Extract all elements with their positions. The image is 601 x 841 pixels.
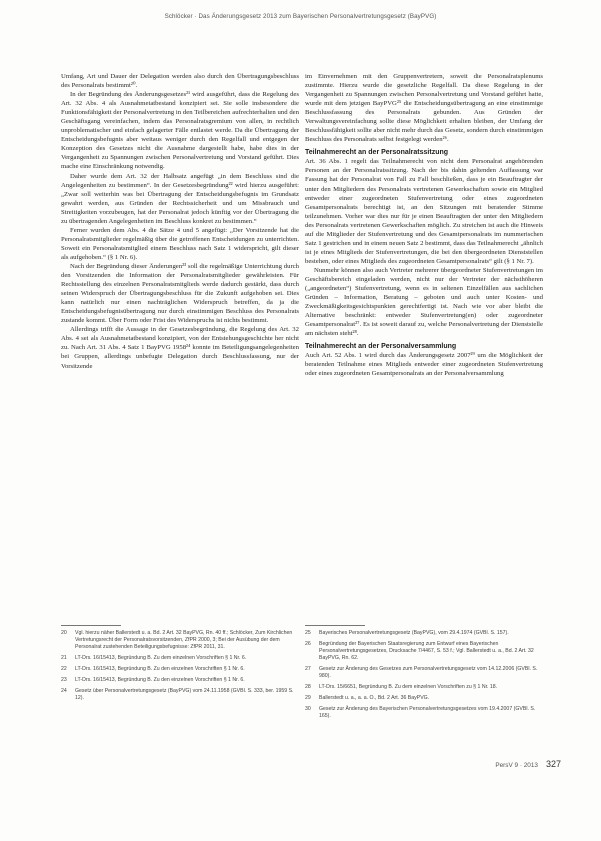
footnote-divider-right [305,625,365,626]
footnote-number: 24 [61,687,67,694]
footnote [61,655,299,662]
footnote [61,666,299,673]
body-paragraph: Nach der Begründung dieser Änderungen²³ soll die regelmäßige Unterrichtung durch den Vorsitzenden die Information der Personalratsmitglieder gewährleisten. Für Rechtsstellung des einzelnen Personalratsmitglieds werde dadurch gestärkt, dass durch seinen Widerspruch der Übertragungsbeschluss für die Zukunft aufgehoben sei. Dies kann natürlich nur einen nachträglichen Widerspruch betreffen, da ja die Entscheidungsbefugnisübertragung nur durch einstimmigen Beschluss des Personalrats zustande kommt. Über Form oder Frist des Widerspruchs ist nichts bestimmt. [61,262,299,325]
footnote [305,641,543,663]
footnote-number: 26 [305,640,311,647]
footnote-number: 22 [61,666,67,672]
footnote-number: 21 [61,655,67,662]
footnote [305,666,543,680]
journal-issue: PersV 9 · 2013 [495,762,538,769]
footnote-text: Gesetz zur Änderung des Bayerischen Personalvertretungsgesetzes vom 19.4.2007 (GVBl. S. 165). [319,705,536,719]
footnote [61,688,299,702]
body-paragraph: im Einvernehmen mit den Gruppenvertretern, soweit die Personalratsplenums zustimmte. Hierzu wurde die gesetzliche Regelfall. Da diese Regelung in der Vergangenheit zu Spannungen zwischen Personalvertretung und Vorstand geführt hatte, wurde mit dem jetzigen BayPVG²⁵ die Entscheidungsübertragung an eine einstimmige Beschlussfassung des Personalrats gebunden. Aus Gründen der Verwaltungsvereinfachung sollte diese Möglichkeit erhalten bleiben, der Umfang der Beschlussfähigkeit sollte aber nicht mehr durch das Gesetz, sondern durch einstimmigen Beschluss des Personalrats selbst festgelegt werden²⁶. [305,73,543,144]
page-number: 327 [545,759,561,769]
footnote-number: 20 [61,630,67,636]
footnote-text: LT-Drs. 16/15413, Begründung B. Zu den einzelnen Vorschriften § 1 Nr. 6. [75,676,245,683]
footnote [61,630,299,652]
body-paragraph: Ferner wurden dem Abs. 4 die Sätze 4 und 5 angefügt: „Der Vorsitzende hat die Personalratsmitglieder regelmäßig über die getroffenen Entscheidungen zu unterrichten. Soweit ein Personalratsmitglied einem Beschluss nach Satz 1 widerspricht, gilt dieser als aufgehoben.“ (§ 1 Nr. 6). [61,226,299,261]
footnote-divider-left [61,625,121,626]
footnote-number: 27 [305,666,311,672]
footnote-text: Ballerstedt u. a., a. a. O., Bd. 2 Art. 36 BayPVG. [319,694,430,701]
footnote [305,684,543,691]
footnote-text: Begründung der Bayerischen Staatsregierung zum Entwurf eines Bayerischen Personalvertretungsgesetzes, Drucksache 7/4467, S. 53 f.; Vgl. Ballerstedt u. a., Bd. 2 Art. 32 BayPVG, Rn. 62. [319,640,534,662]
section-heading: Teilnahmerecht an der Personalversammlung [305,343,457,351]
footnote-number: 30 [305,705,311,712]
footnote-text: Bayerisches Personalvertretungsgesetz (BayPVG), vom 29.4.1974 (GVBl. S. 157). [319,630,509,636]
footnote-text: Gesetz zur Änderung des Gesetzes zum Personalvertretungsgesetz vom 14.12.2006 (GVBl. S. 980). [319,666,538,680]
footnote-text: Gesetz über Personalvertretungsgesetz (BayPVG) vom 24.11.1958 (GVBl. S. 333, ber. 1959 S. 12). [75,687,294,701]
footnote [305,695,543,702]
body-paragraph: Nunmehr können also auch Vertreter mehrerer übergeordneter Stufenvertretungen im Geschäftsbereich eingeladen werden, nicht nur der Vertreter der nächsthöheren („angeordneten“) Stufenvertretung, wenn es in seltenen Einzelfällen aus sachlichen Gründen – Information, Beratung – geboten und auch unter Kosten- und Zweckmäßigkeitsgesichtspunkten gerechtfertigt ist. Nach wie vor aber bleibt die Alternative beschränkt: entweder Stufenvertretung(en) oder zugeordneter Gesamtpersonalrat²⁷. Es ist soweit darauf zu, welche Personalvertretung der Dienststelle am nächsten steht²⁸. [305,266,543,338]
footnote-number: 28 [305,684,311,690]
footnote-text: LT-Drs. 16/15413, Begründung B. Zu dem einzelnen Vorschriften § 1 Nr. 6. [75,655,247,662]
footnote-text: LT-Drs. 16/15413, Begründung B. Zu den einzelnen Vorschriften § 1 Nr. 6. [75,666,245,672]
body-paragraph: In der Begründung des Änderungsgesetzes²¹ wird ausgeführt, dass die Regelung des Art. 32 Abs. 4 als Ausnahmetatbestand konzipiert sei. Sie solle insbesondere die Funktionsfähigkeit der Personalvertretung in den Teilbereichen aufrechterhalten und den Geschäftsgang vereinfachen, indem das Personalratsgremium von allen, in rechtlich unproblematischer und einfach gelagerter Fälle entlastet werde. Da die Übertragung der Entscheidungsbefugnis aber weitaus weniger durch den Regelfall und entgegen der Konzeption des Gesetzes nicht die Ausnahme dargestellt habe, habe dies in der Vergangenheit zu Spannungen zwischen Personalvertretung und Vorstand geführt. Dies mache eine Einschränkung notwendig. [61,91,299,171]
body-paragraph: Daher wurde dem Art. 32 der Halbsatz angefügt „in dem Beschluss sind die Angelegenheiten zu bestimmen“. In der Gesetzesbegründung²² wird hierzu ausgeführt: „Zwar soll weiterhin was bei Übertragung der Entscheidungsbefugnis im Grundsatz gewahrt werden, aus Gründen der Rechtssicherheit und um Missbrauch und Streitigkeiten vorzubeugen, hat der Personalrat jedoch künftig vor der Übertragung die zu übertragenden Angelegenheiten im Beschluss konkret zu bestimmen.“ [61,172,299,225]
footnotes-left [61,630,299,706]
footnote-number: 25 [305,630,311,636]
body-paragraph: Allerdings trifft die Aussage in der Gesetzesbegründung, die Regelung des Art. 32 Abs. 4 sei als Ausnahmetatbestand konzipiert, von der Entstehungsgeschichte her nicht zu. Nach Art. 31 Abs. 4 Satz 1 BayPVG 1958²⁴ konnte im Beteiligungsangelegenheiten bei Gruppen, allerdings unbefugte Delegation durch Beschlussfassung, nur der Vorsitzende [61,326,299,370]
running-header: Schlöcker · Das Änderungsgesetz 2013 zum Bayerischen Personalvertretungsgesetz (BayPVG) [164,13,437,20]
left-text-column [61,72,299,371]
footnote-text: Vgl. hierzu näher Ballerstedt u. a. Bd. 2 Art. 32 BayPVG, Rn. 40 ff.; Schlöcker, Zum Kirchlichen Vertretungsrecht der Personalratsvorsitzenden, ZfPR 2000, 3; Bei der Ausübung der dem Personalrat zustehenden Beteiligungsbefugnisse: ZfPR 2011, 31. [75,630,293,651]
page-footer [495,759,561,769]
body-paragraph: Umfang, Art und Dauer der Delegation werden also durch den Übertragungsbeschluss des Personalrats bestimmt²⁰. [61,73,299,90]
footnote [305,706,543,720]
footnotes-right [305,630,543,724]
footnote [61,677,299,684]
body-paragraph: Art. 36 Abs. 1 regelt das Teilnahmerecht von nicht dem Personalrat angehörenden Personen an der Personalratssitzung. Nach der bis dahin geltenden Auffassung war Fassung hat der Personalrat von Fall zu Fall beschließen, dass je ein Beauftragter der unter den Mitgliedern des Personalrats vertretenen Gewerkschaften sowie ein Mitglied entweder einer zugeordneten Stufenvertretung oder eines zugeordneten Gesamtpersonalrats berechtigt ist, an den Sitzungen mit beratender Stimme teilzunehmen. Vorher war dies nur für je einen Beauftragten der unter den Mitgliedern des Personalrats vertretenen Gewerkschaften möglich. Zu streichen ist auch die Hinweis auf die Mitglieder der Stufenvertretung und des Gesamtpersonalrats im nummerischen Satz 1 gestrichen und in einem neuen Satz 2 bestimmt, dass das Teilnahmerecht „ähnlich ist je eines Mitglieds der Stufenvertretungen, die bei den übergeordneten Dienststellen bestehen, oder eines Mitglieds des zugeordneten Gesamtpersonalrats“ gilt (§ 1 Nr. 7). [305,158,543,265]
section-heading: Teilnahmerecht an der Personalratssitzung [305,149,449,157]
body-paragraph: Auch Art. 52 Abs. 1 wird durch das Änderungsgesetz 2007²⁹ um die Möglichkeit der beratenden Teilnahme eines Mitglieds entweder einer zugeordneten Stufenvertretung oder eines zugeordneten Gesamtpersonalrats an der Personalversammlung [305,352,543,378]
footnote-number: 29 [305,694,311,701]
right-text-column [305,72,543,378]
footnote-text: LT-Drs. 15/6651, Begründung B. Zu dem einzelnen Vorschriften zu § 1 Nr. 18. [319,684,498,690]
footnote [305,630,543,637]
footnote-number: 23 [61,676,67,683]
